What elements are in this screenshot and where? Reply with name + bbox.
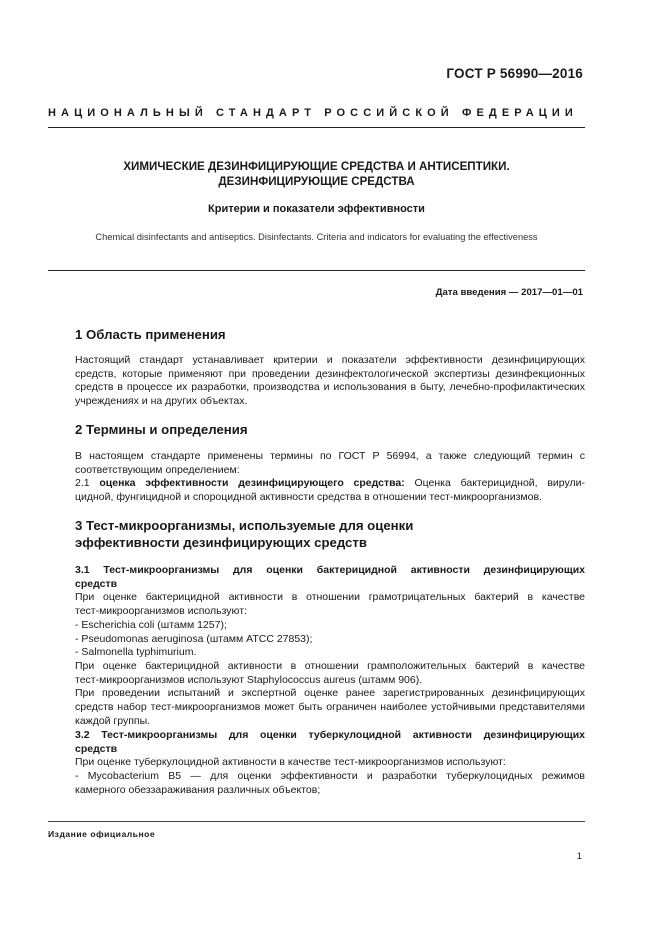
section-2-line: В настоящем стандарте применены термины по ГОСТ Р 56994, а также следующий термин с [75, 450, 585, 462]
subsection-3-1 [75, 564, 585, 728]
section-2-body [75, 450, 585, 505]
list-item: - Salmonella typhimurium. [75, 646, 197, 659]
subsection-3-1-heading: 3.1 Тест-микроорганизмы для оценки бактерицидной активности дезинфицирующих [75, 564, 585, 576]
subsection-3-1-line: тест-микроорганизмов используют: [75, 605, 247, 618]
edition-note: Издание официальное [48, 829, 156, 839]
section-1-body [75, 354, 585, 409]
term-2-1-line [75, 477, 585, 491]
title-line-1: ХИМИЧЕСКИЕ ДЕЗИНФИЦИРУЮЩИЕ СРЕДСТВА И АНТИСЕПТИКИ. [123, 160, 510, 173]
section-1-heading: 1 Область применения [75, 327, 226, 342]
subsection-3-2 [75, 729, 585, 798]
subsection-3-1-line: каждой группы. [75, 714, 151, 727]
title-line-2: ДЕЗИНФИЦИРУЮЩИЕ СРЕДСТВА [218, 175, 415, 188]
subsection-3-1-line: тест-микроорганизмов используют Staphylococcus aureus (штамм 906). [75, 673, 423, 686]
subsection-3-2-heading-cont: средств [75, 742, 118, 755]
document-subtitle: Критерии и показатели эффективности [208, 203, 425, 215]
introduction-date: Дата введения — 2017—01—01 [435, 287, 583, 298]
section-1-line: Настоящий стандарт устанавливает критерии и показатели эффективности дезинфицирующих [75, 354, 585, 366]
subsection-3-1-line: При оценке бактерицидной активности в отношении грамотрицательных бактерий в качестве [75, 591, 585, 604]
subsection-3-2-line: При оценке туберкулоцидной активности в качестве тест-микроорганизмов используют: [75, 756, 506, 769]
list-item: - Pseudomonas aeruginosa (штамм АТСС 27853); [75, 632, 313, 645]
term-number: 2.1 [75, 477, 90, 490]
subsection-3-1-line: средств набор тест-микроорганизмов может быть ограничен наиболее устойчивыми представителями [75, 701, 585, 714]
section-1-line: учреждениях и на других объектах. [75, 395, 248, 408]
subsection-3-1-line: При оценке бактерицидной активности в отношении грамположительных бактерий в качестве [75, 659, 585, 672]
footer-divider [48, 821, 585, 822]
section-3-heading-line-1: 3 Тест-микроорганизмы, используемые для оценки [75, 518, 414, 533]
subsection-3-1-line: При проведении испытаний и экспертной оценке ранее зарегистрированных дезинфицирующих [75, 687, 585, 700]
subsection-3-1-heading-cont: средств [75, 577, 118, 590]
national-standard-banner: НАЦИОНАЛЬНЫЙ СТАНДАРТ РОССИЙСКОЙ ФЕДЕРАЦИИ [48, 107, 578, 119]
section-3-heading [75, 517, 585, 551]
page-number: 1 [576, 851, 582, 862]
term-definition: Оценка бактерицидной, вирули- [414, 477, 585, 490]
section-2-line: соответствующим определением: [75, 463, 240, 476]
section-2-heading: 2 Термины и определения [75, 422, 248, 437]
subsection-3-2-heading: 3.2 Тест-микроорганизмы для оценки туберкулоцидной активности дезинфицирующих [75, 729, 585, 741]
term-name: оценка эффективности дезинфицирующего средства: [99, 477, 405, 490]
header-divider [48, 127, 585, 128]
english-title: Chemical disinfectants and antiseptics. Disinfectants. Criteria and indicators for evaluating the effectiveness [95, 232, 538, 242]
term-2-1-continuation: цидной, фунгицидной и спороцидной активности средства в отношении тест-микроорганизмов. [75, 491, 542, 504]
document-title [48, 159, 585, 189]
section-3-heading-line-2: эффективности дезинфицирующих средств [75, 535, 367, 550]
title-divider [48, 270, 585, 271]
section-1-line: средств, которые применяют при проведении дезинфектологической экспертизы дезинфекционных [75, 367, 585, 380]
document-code: ГОСТ Р 56990—2016 [446, 66, 583, 81]
list-item: - Escherichia coli (штамм 1257); [75, 618, 227, 631]
subsection-3-2-line: камерного обеззараживания различных объектов; [75, 783, 321, 796]
list-item: - Mycobacterium B5 — для оценки эффективности и разработки туберкулоцидных режимов [75, 770, 585, 783]
section-1-line: средств в процессе их разработки, производства и использования в быту, лечебно-профилактических [75, 381, 585, 394]
